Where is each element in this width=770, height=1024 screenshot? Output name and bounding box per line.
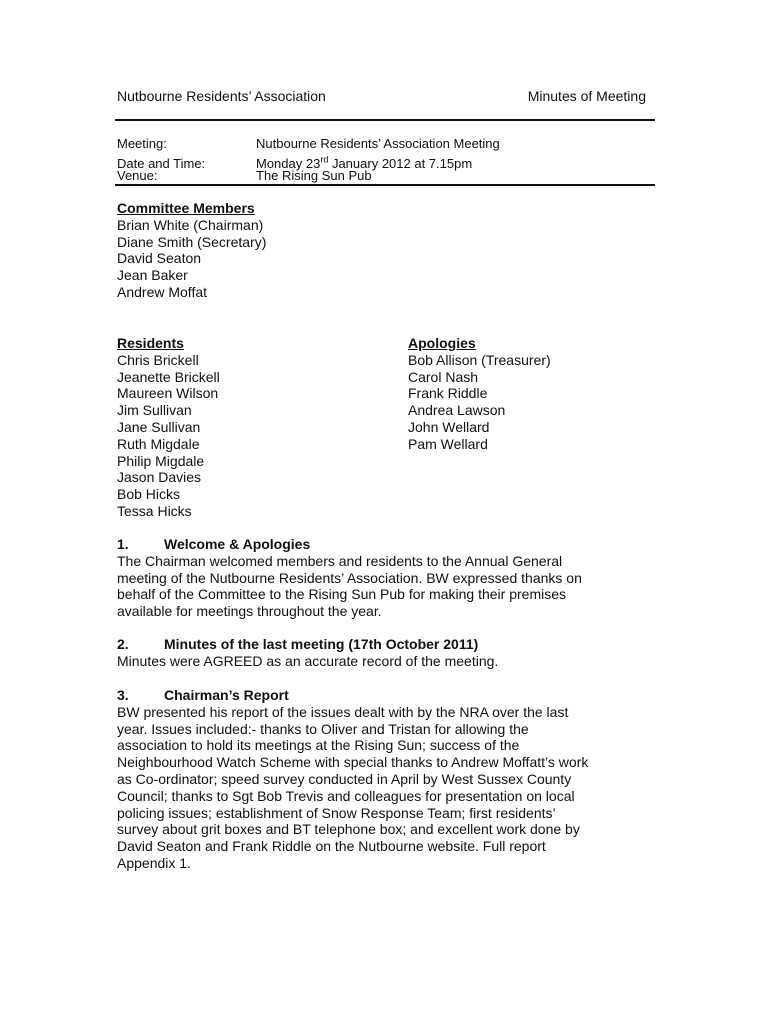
organisation-name: Nutbourne Residents’ Association [117,88,326,104]
resident-name: Jason Davies [117,469,202,486]
section-number: 3. [117,687,129,703]
resident-name: Jim Sullivan [117,402,192,419]
resident-name: Bob Hicks [117,486,181,503]
residents-heading: Residents [117,335,184,351]
resident-name: Tessa Hicks [117,502,192,519]
section-number: 2. [117,636,129,652]
apologies-block [408,335,551,453]
section-body-line: Council; thanks to Sgt Bob Trevis and colleagues for presentation on local [117,787,575,804]
date-label: Date and Time: [117,156,206,172]
resident-name: Chris Brickell [117,351,199,368]
section-body-line: behalf of the Committee to the Rising Sun Pub for making their premises [117,586,566,603]
apology-name: Frank Riddle [408,385,488,402]
section-body-line: Appendix 1. [117,854,191,871]
section-body-line: BW presented his report of the issues dealt with by the NRA over the last [117,703,569,720]
date-value: Monday 23rd January 2012 at 7.15pm [256,155,473,172]
section-body-line: policing issues; establishment of Snow Response Team; first residents’ [117,804,556,821]
document-type: Minutes of Meeting [527,88,646,104]
resident-name: Jane Sullivan [117,418,201,435]
section-welcome-apologies [117,536,657,620]
apology-name: Pam Wellard [408,435,488,452]
section-previous-minutes [117,636,657,670]
venue-value: The Rising Sun Pub [256,168,372,183]
resident-name: Maureen Wilson [117,385,219,402]
section-chairmans-report [117,687,657,872]
section-body-line: Minutes were AGREED as an accurate record of the meeting. [117,652,499,669]
section-body-line: association to hold its meetings at the Rising Sun; success of the [117,737,520,754]
section-body-line: meeting of the Nutbourne Residents’ Association. BW expressed thanks on [117,569,582,586]
venue-label: Venue: [117,168,158,183]
header-divider [115,119,655,121]
section-heading [117,536,657,553]
meeting-value: Nutbourne Residents’ Association Meeting [256,136,500,151]
committee-member: Jean Baker [117,267,188,284]
section-body-line: Neighbourhood Watch Scheme with special thanks to Andrew Moffatt’s work [117,754,589,771]
committee-member: David Seaton [117,250,202,267]
residents-block [117,335,220,520]
venue-row [117,168,657,184]
resident-name: Ruth Migdale [117,435,200,452]
section-title: Minutes of the last meeting (17th October 2011) [164,636,479,652]
resident-name: Philip Migdale [117,452,205,469]
section-body-line: as Co-ordinator; speed survey conducted in April by West Sussex County [117,770,572,787]
section-title: Chairman’s Report [164,687,289,703]
meeting-info-divider [115,184,655,186]
resident-name: Jeanette Brickell [117,368,220,385]
section-body-line: David Seaton and Frank Riddle on the Nutbourne website. Full report [117,838,546,855]
section-body-line: year. Issues included:- thanks to Oliver and Tristan for allowing the [117,720,529,737]
committee-member: Andrew Moffat [117,283,208,300]
section-heading [117,636,657,653]
apology-name: Bob Allison (Treasurer) [408,351,551,368]
committee-heading: Committee Members [117,200,255,216]
section-number: 1. [117,536,129,552]
section-heading [117,687,657,704]
apologies-heading: Apologies [408,335,476,351]
apology-name: Carol Nash [408,368,479,385]
committee-member: Diane Smith (Secretary) [117,233,267,250]
apology-name: John Wellard [408,418,490,435]
apology-name: Andrea Lawson [408,402,506,419]
section-body-line: survey about grit boxes and BT telephone box; and excellent work done by [117,821,580,838]
meeting-row [117,136,657,152]
section-title: Welcome & Apologies [164,536,311,552]
meeting-label: Meeting: [117,136,167,151]
committee-member: Brian White (Chairman) [117,216,264,233]
section-body-line: available for meetings throughout the year. [117,603,382,620]
committee-block [117,200,266,301]
section-body-line: The Chairman welcomed members and residents to the Annual General [117,552,563,569]
